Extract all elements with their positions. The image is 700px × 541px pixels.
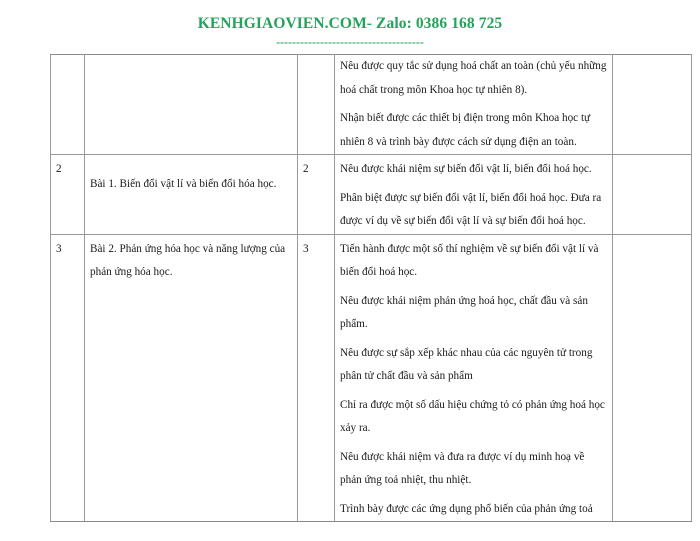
cell-lesson: Bài 2. Phản ứng hóa học và năng lượng của phản ứng hóa học.	[85, 234, 298, 522]
requirement-text: Nêu được sự sắp xếp khác nhau của các nguyên tử trong phân tử chất đầu và sản phẩm	[340, 346, 593, 382]
table-row	[51, 234, 692, 522]
cell-requirements	[335, 234, 613, 522]
header-title: KENHGIAOVIEN.COM- Zalo: 0386 168 725	[197, 15, 503, 32]
cell-number	[51, 55, 85, 155]
cell-periods: 2	[298, 155, 335, 235]
page-header	[0, 14, 700, 48]
requirement-text: Nêu được quy tắc sử dụng hoá chất an toàn (chủ yếu những hoá chất trong môn Khoa học tự nhiên 8).	[340, 60, 607, 96]
requirement-text: Tiến hành được một số thí nghiệm về sự biến đổi vật lí và biến đổi hoá học.	[340, 242, 599, 278]
cell-number: 3	[51, 234, 85, 522]
requirement-text: Nêu được khái niệm và đưa ra được ví dụ minh hoạ về phản ứng toả nhiệt, thu nhiệt.	[340, 450, 585, 486]
table-row	[51, 155, 692, 235]
requirement-text: Phân biệt được sự biến đổi vật lí, biến đổi hoá học. Đưa ra được ví dụ về sự biến đổi vật lí và sự biến đổi hoá học.	[340, 191, 602, 227]
cell-requirements	[335, 155, 613, 235]
cell-periods	[298, 55, 335, 155]
header-divider: -------------------------------------	[276, 35, 424, 49]
cell-periods: 3	[298, 234, 335, 522]
requirement-text: Nhận biết được các thiết bị điện trong môn Khoa học tự nhiên 8 và trình bày được cách sử dụng điện an toàn.	[340, 112, 591, 148]
requirement-text: Chỉ ra được một số dấu hiệu chứng tỏ có phản ứng hoá học xảy ra.	[340, 398, 605, 434]
cell-note	[613, 55, 692, 155]
requirement-text: Nêu được khái niệm phản ứng hoá học, chất đầu và sản phẩm.	[340, 294, 588, 330]
cell-lesson: Bài 1. Biến đổi vật lí và biến đổi hóa học.	[85, 155, 298, 235]
requirement-text: Nêu được khái niệm sự biến đổi vật lí, biến đổi hoá học.	[340, 163, 592, 175]
requirement-text: Trình bày được các ứng dụng phổ biến của phản ứng toả	[340, 502, 593, 515]
cell-note	[613, 234, 692, 522]
cell-number: 2	[51, 155, 85, 235]
cell-requirements	[335, 55, 613, 155]
cell-note	[613, 155, 692, 235]
curriculum-table	[50, 54, 692, 522]
cell-lesson	[85, 55, 298, 155]
table-row	[51, 55, 692, 155]
